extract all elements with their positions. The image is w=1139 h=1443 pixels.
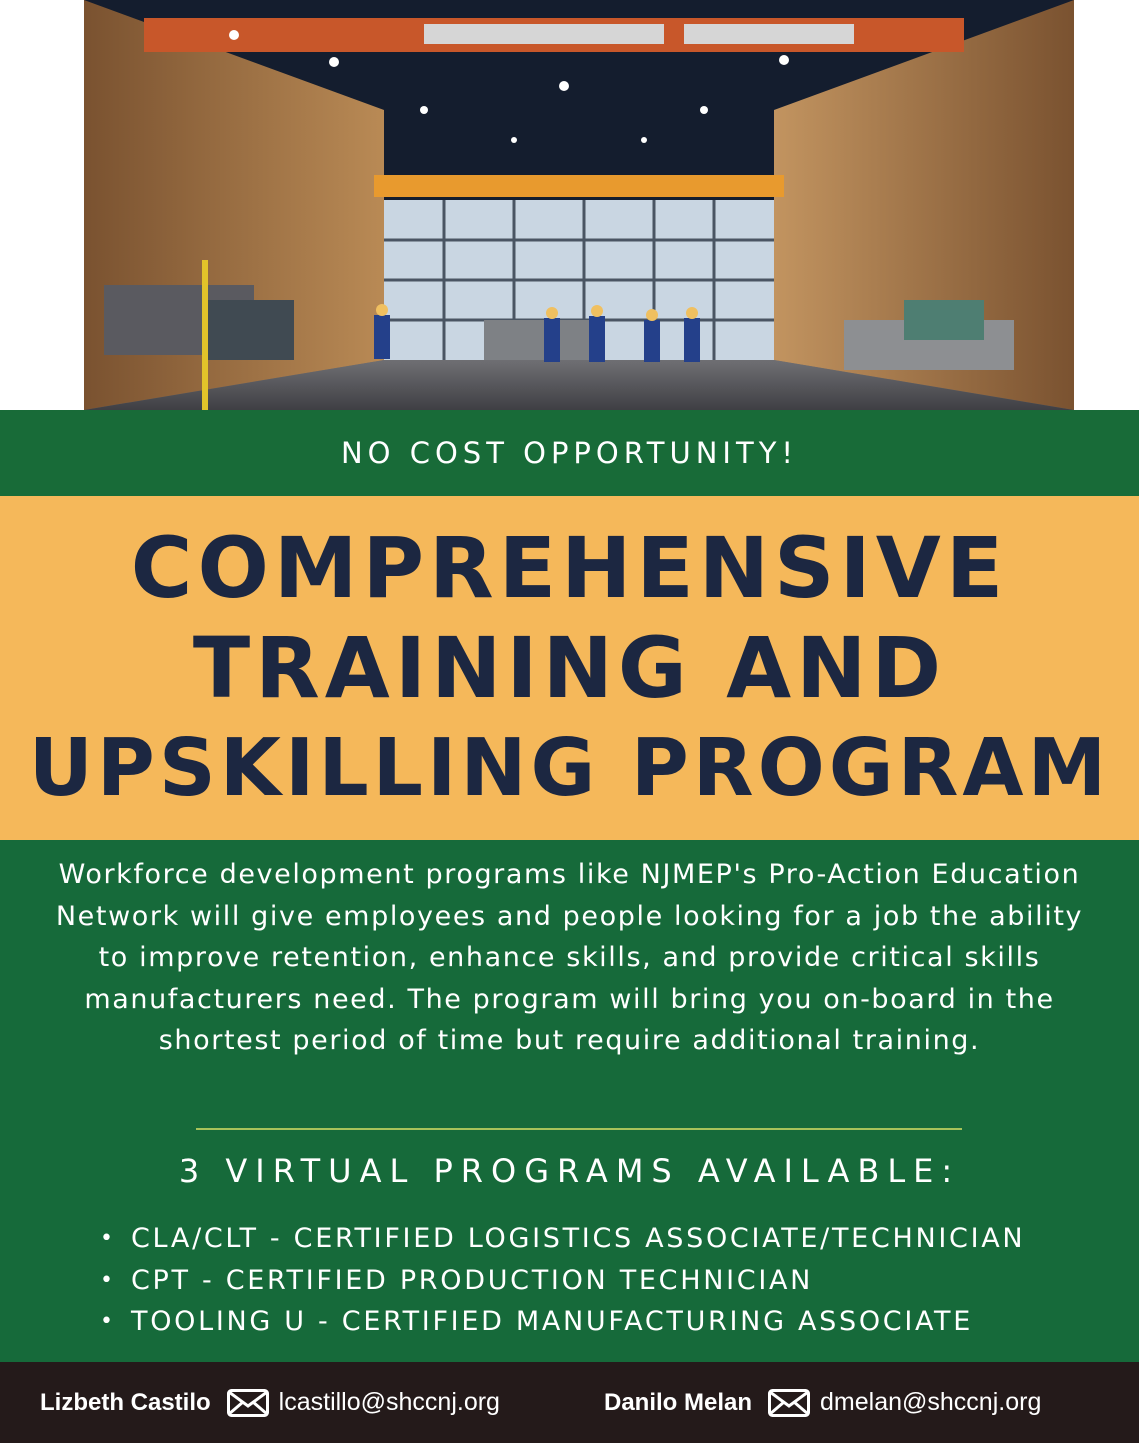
program-label: TOOLING U - CERTIFIED MANUFACTURING ASSOCIATE [131, 1306, 974, 1338]
contact-name: Danilo Melan [604, 1388, 753, 1416]
program-item [100, 1260, 1025, 1302]
divider [196, 1128, 962, 1130]
bullet-icon: • [100, 1267, 116, 1293]
program-item [100, 1301, 1025, 1343]
hero-factory-photo [84, 0, 1074, 410]
title-line-3: UPSKILLING PROGRAM [28, 722, 1111, 814]
programs-list [100, 1218, 1025, 1343]
program-description: Workforce development programs like NJMEP's Pro-Action Education Network will give employees and people looking for a job the ability to improve retention, enhance skills, and provide critical skills manufacturers need. The program will bring you on-board in the shortest period of time but require additional training. [55, 859, 1084, 1057]
title-line-1: COMPREHENSIVE [130, 519, 1009, 617]
bullet-icon: • [100, 1226, 116, 1251]
contact-footer [0, 1362, 1139, 1443]
program-label: CLA/CLT - CERTIFIED LOGISTICS ASSOCIATE/TECHNICIAN [131, 1223, 1026, 1254]
program-label: CPT - CERTIFIED PRODUCTION TECHNICIAN [131, 1264, 814, 1296]
tagline: NO COST OPPORTUNITY! [340, 436, 799, 470]
bullet-icon: • [100, 1309, 116, 1335]
contact-name: Lizbeth Castilo [40, 1388, 211, 1416]
mail-icon [227, 1389, 269, 1417]
program-item [100, 1218, 1025, 1260]
contact-email-link[interactable]: dmelan@shccnj.org [820, 1388, 1042, 1416]
title-line-2: TRAINING AND [192, 619, 947, 717]
contact-email-link[interactable]: lcastillo@shccnj.org [278, 1388, 500, 1416]
contact-lizbeth [40, 1362, 500, 1443]
title-banner [0, 496, 1139, 840]
contact-danilo [604, 1362, 1041, 1443]
tagline-banner [0, 410, 1139, 496]
programs-heading: 3 VIRTUAL PROGRAMS AVAILABLE: [178, 1152, 961, 1190]
mail-icon [768, 1389, 810, 1417]
